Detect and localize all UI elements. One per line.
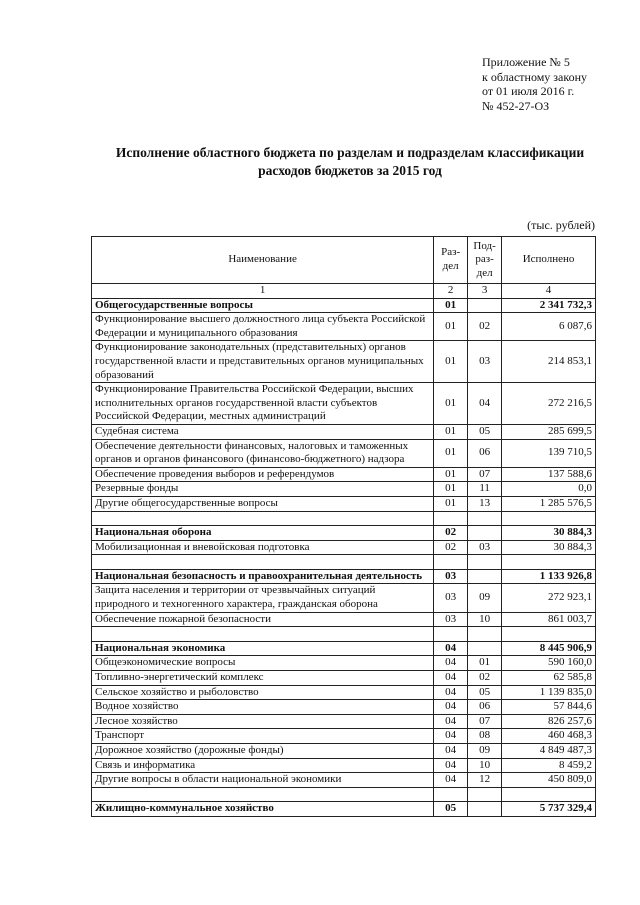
cell-razdel: 04 [434,656,468,671]
cell-razdel [434,555,468,570]
table-row [92,313,596,341]
cell-name: Обеспечение проведения выборов и референдумов [92,467,434,482]
cell-podrazdel: 02 [468,671,502,686]
cell-name [92,627,434,642]
cell-razdel [434,627,468,642]
cell-value [502,555,596,570]
cell-podrazdel: 10 [468,612,502,627]
cell-razdel: 05 [434,802,468,817]
table-row [92,383,596,425]
cell-value: 285 699,5 [502,424,596,439]
header-row [92,237,596,284]
empty-row [92,787,596,802]
cell-podrazdel [468,802,502,817]
cell-name: Функционирование Правительства Российской Федерации, высших исполнительных органов государственной власти субъектов Российской Федерации, местных администраций [92,383,434,425]
cell-razdel [434,511,468,526]
table-row [92,540,596,555]
appendix-line: № 452-27-ОЗ [482,98,550,113]
column-number: 3 [468,284,502,299]
table-row [92,656,596,671]
cell-podrazdel: 07 [468,714,502,729]
cell-value: 6 087,6 [502,313,596,341]
cell-value: 8 445 906,9 [502,641,596,656]
cell-razdel: 04 [434,744,468,759]
header-razdel: Раз- дел [434,237,468,284]
cell-name: Жилищно-коммунальное хозяйство [92,802,434,817]
cell-name [92,511,434,526]
cell-name: Защита населения и территории от чрезвычайных ситуаций природного и техногенного характера, гражданская оборона [92,584,434,612]
table-row [92,467,596,482]
cell-value: 460 468,3 [502,729,596,744]
column-number: 2 [434,284,468,299]
cell-podrazdel: 06 [468,700,502,715]
empty-row [92,627,596,642]
cell-name: Национальная безопасность и правоохранительная деятельность [92,569,434,584]
cell-podrazdel: 09 [468,744,502,759]
cell-podrazdel: 13 [468,496,502,511]
cell-value: 8 459,2 [502,758,596,773]
empty-row [92,511,596,526]
cell-name [92,555,434,570]
table-row [92,482,596,497]
cell-podrazdel: 05 [468,685,502,700]
cell-podrazdel [468,526,502,541]
cell-name: Дорожное хозяйство (дорожные фонды) [92,744,434,759]
table-row [92,612,596,627]
table-row [92,744,596,759]
table-row [92,496,596,511]
cell-podrazdel [468,627,502,642]
cell-razdel: 04 [434,641,468,656]
table-row [92,439,596,467]
cell-value: 5 737 329,4 [502,802,596,817]
cell-razdel: 01 [434,298,468,313]
cell-razdel: 04 [434,671,468,686]
cell-podrazdel: 05 [468,424,502,439]
cell-podrazdel [468,555,502,570]
cell-name: Обеспечение пожарной безопасности [92,612,434,627]
cell-razdel: 04 [434,729,468,744]
cell-podrazdel [468,569,502,584]
cell-podrazdel: 03 [468,540,502,555]
title-line: Исполнение областного бюджета по разделам и подразделам классификации [115,145,585,160]
cell-razdel [434,787,468,802]
table-row [92,714,596,729]
table-row [92,671,596,686]
cell-podrazdel: 01 [468,656,502,671]
appendix-line: Приложение № 5 [482,55,570,69]
cell-podrazdel: 10 [468,758,502,773]
cell-podrazdel [468,511,502,526]
cell-razdel: 01 [434,496,468,511]
cell-name: Лесное хозяйство [92,714,434,729]
cell-value: 214 853,1 [502,341,596,383]
cell-value [502,627,596,642]
cell-name: Другие вопросы в области национальной экономики [92,773,434,788]
cell-value: 272 923,1 [502,584,596,612]
cell-name: Связь и информатика [92,758,434,773]
cell-podrazdel: 04 [468,383,502,425]
cell-name: Сельское хозяйство и рыболовство [92,685,434,700]
cell-podrazdel [468,641,502,656]
cell-value: 139 710,5 [502,439,596,467]
cell-value: 861 003,7 [502,612,596,627]
appendix-line: от 01 июля 2016 г. [482,84,575,98]
section-row [92,526,596,541]
cell-podrazdel: 11 [468,482,502,497]
table-row [92,700,596,715]
table-row [92,424,596,439]
cell-razdel: 04 [434,700,468,715]
cell-value: 590 160,0 [502,656,596,671]
cell-value: 1 285 576,5 [502,496,596,511]
empty-row [92,555,596,570]
cell-razdel: 01 [434,439,468,467]
cell-value: 1 139 835,0 [502,685,596,700]
table-row [92,685,596,700]
cell-razdel: 04 [434,773,468,788]
cell-value [502,787,596,802]
cell-value: 826 257,6 [502,714,596,729]
cell-name: Функционирование законодательных (представительных) органов государственной власти и представительных органов муниципальных образований [92,341,434,383]
cell-name: Мобилизационная и вневойсковая подготовка [92,540,434,555]
cell-podrazdel [468,298,502,313]
cell-name: Национальная экономика [92,641,434,656]
cell-value [502,511,596,526]
cell-razdel: 01 [434,424,468,439]
cell-podrazdel: 08 [468,729,502,744]
cell-razdel: 02 [434,526,468,541]
cell-podrazdel [468,787,502,802]
table-row [92,773,596,788]
header-podrazdel: Под- раз- дел [468,237,502,284]
cell-name: Другие общегосударственные вопросы [92,496,434,511]
cell-razdel: 03 [434,612,468,627]
document-title [60,144,640,180]
cell-razdel: 02 [434,540,468,555]
cell-razdel: 04 [434,685,468,700]
cell-razdel: 01 [434,482,468,497]
cell-razdel: 01 [434,467,468,482]
appendix-line: к областному закону [482,69,588,84]
table-row [92,729,596,744]
cell-value: 1 133 926,8 [502,569,596,584]
appendix-note [482,55,587,113]
units-label: (тыс. рублей) [527,218,595,232]
cell-name: Национальная оборона [92,526,434,541]
section-row [92,641,596,656]
cell-podrazdel: 03 [468,341,502,383]
cell-value: 2 341 732,3 [502,298,596,313]
cell-razdel: 04 [434,758,468,773]
cell-value: 30 884,3 [502,540,596,555]
cell-name: Транспорт [92,729,434,744]
table-row [92,341,596,383]
cell-razdel: 01 [434,313,468,341]
column-number: 1 [92,284,434,299]
table-row [92,584,596,612]
cell-name: Обеспечение деятельности финансовых, налоговых и таможенных органов и органов финансового (финансово-бюджетного) надзора [92,439,434,467]
cell-name: Судебная система [92,424,434,439]
cell-razdel: 03 [434,584,468,612]
cell-value: 450 809,0 [502,773,596,788]
cell-podrazdel: 09 [468,584,502,612]
cell-name: Топливно-энергетический комплекс [92,671,434,686]
cell-value: 137 588,6 [502,467,596,482]
cell-name: Функционирование высшего должностного лица субъекта Российской Федерации и муниципального образования [92,313,434,341]
cell-value: 30 884,3 [502,526,596,541]
cell-name: Общеэкономические вопросы [92,656,434,671]
table-row [92,758,596,773]
section-row [92,298,596,313]
budget-table [91,236,596,817]
cell-podrazdel: 02 [468,313,502,341]
cell-razdel: 03 [434,569,468,584]
header-name: Наименование [92,237,434,284]
cell-name: Резервные фонды [92,482,434,497]
cell-value: 0,0 [502,482,596,497]
cell-podrazdel: 12 [468,773,502,788]
cell-value: 62 585,8 [502,671,596,686]
cell-razdel: 01 [434,341,468,383]
cell-podrazdel: 07 [468,467,502,482]
cell-name: Водное хозяйство [92,700,434,715]
cell-razdel: 01 [434,383,468,425]
cell-value: 4 849 487,3 [502,744,596,759]
section-row [92,802,596,817]
title-line: расходов бюджетов за 2015 год [258,163,442,178]
cell-podrazdel: 06 [468,439,502,467]
header-value: Исполнено [502,237,596,284]
column-number: 4 [502,284,596,299]
cell-razdel: 04 [434,714,468,729]
section-row [92,569,596,584]
cell-name: Общегосударственные вопросы [92,298,434,313]
cell-value: 57 844,6 [502,700,596,715]
column-number-row [92,284,596,299]
cell-value: 272 216,5 [502,383,596,425]
cell-name [92,787,434,802]
